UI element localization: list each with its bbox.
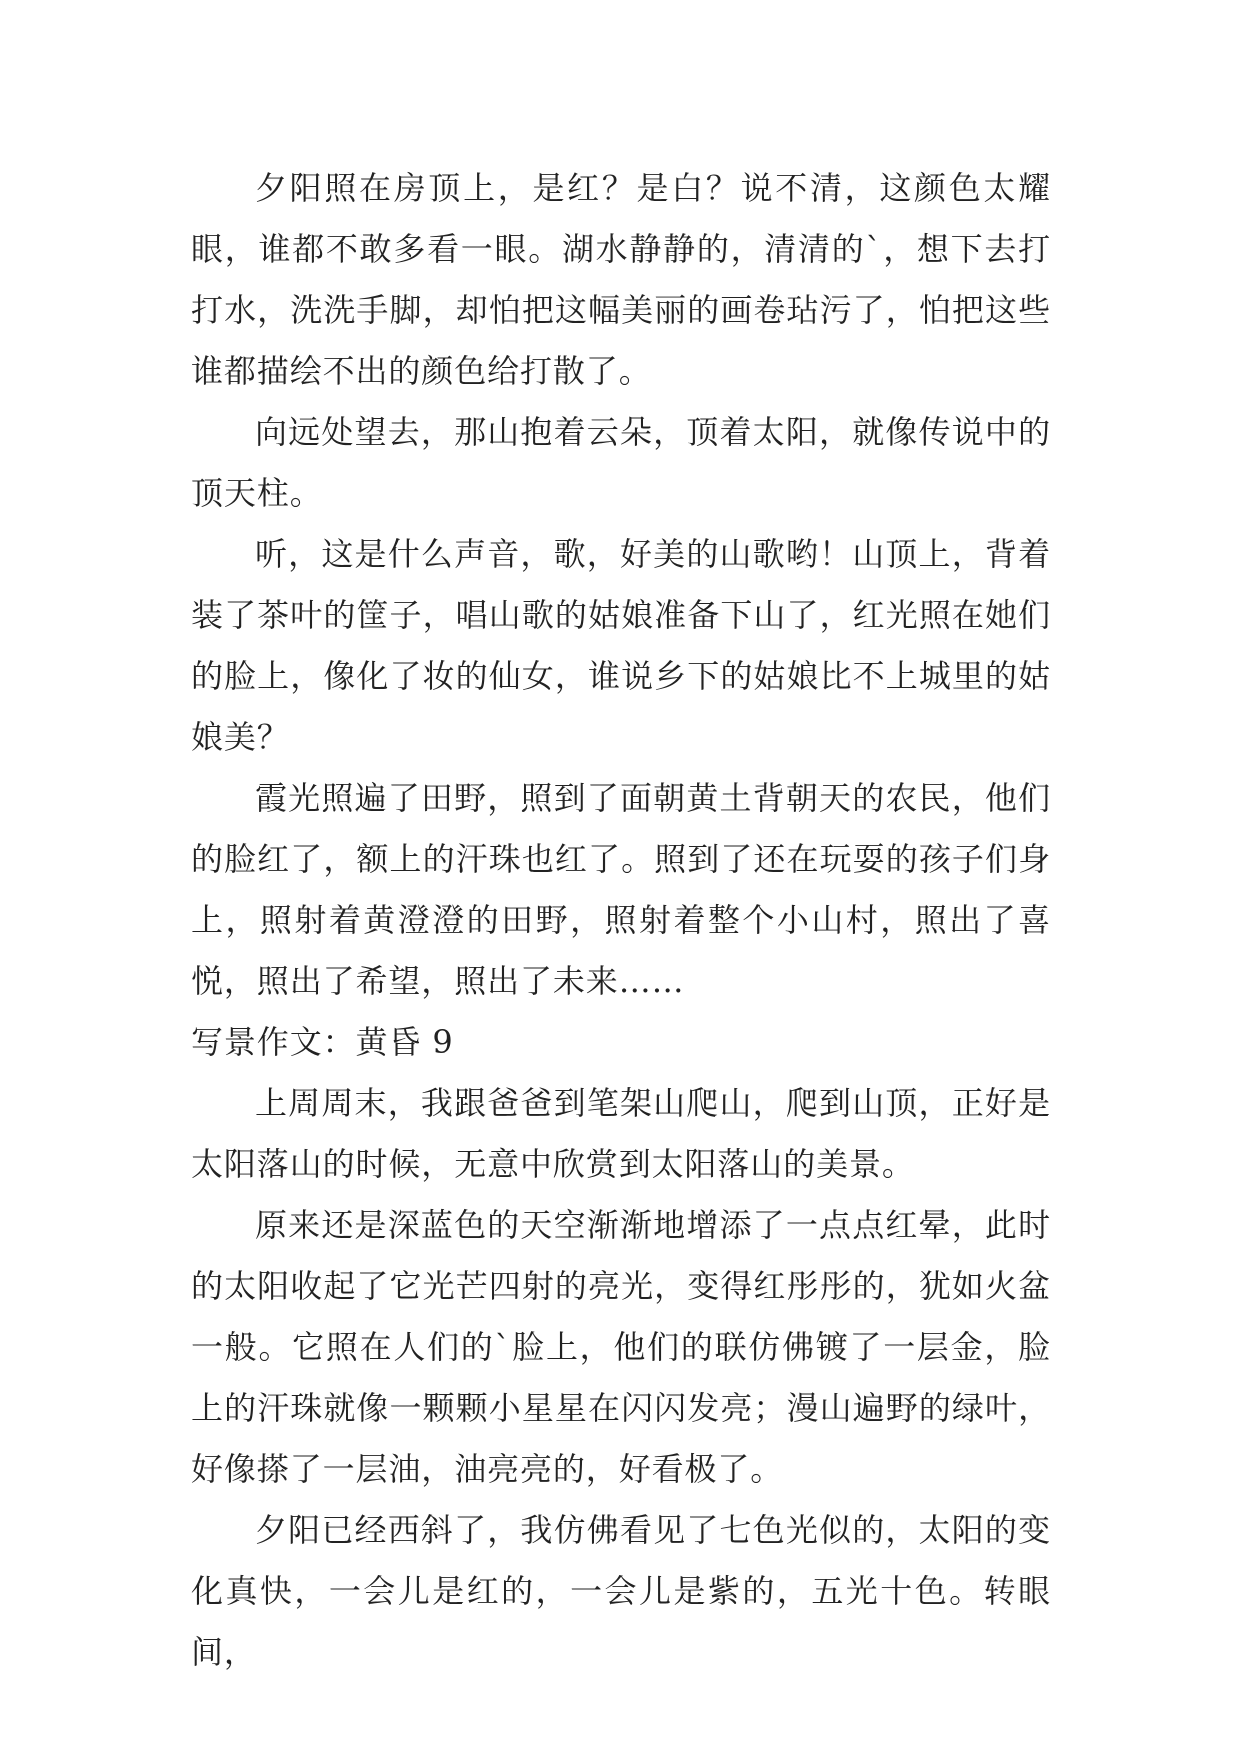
paragraph: 夕阳照在房顶上，是红？是白？说不清，这颜色太耀眼，谁都不敢多看一眼。湖水静静的，清清的`，想下去打打水，洗洗手脚，却怕把这幅美丽的画卷玷污了，怕把这些谁都描绘不出的颜色给打散了。: [191, 169, 1051, 390]
paragraph: 夕阳已经西斜了，我仿佛看见了七色光似的，太阳的变化真快，一会儿是红的，一会儿是紫的，五光十色。转眼间，: [191, 1511, 1051, 1671]
paragraph: 原来还是深蓝色的天空渐渐地增添了一点点红晕，此时的太阳收起了它光芒四射的亮光，变得红彤彤的，犹如火盆一般。它照在人们的`脸上，他们的联仿佛镀了一层金，脸上的汗珠就像一颗颗小星星在闪闪发亮；漫山遍野的绿叶，好像搽了一层油，油亮亮的，好看极了。: [191, 1206, 1051, 1488]
paragraph: 向远处望去，那山抱着云朵，顶着太阳，就像传说中的顶天柱。: [191, 413, 1051, 512]
paragraph: 霞光照遍了田野，照到了面朝黄土背朝天的农民，他们的脸红了，额上的汗珠也红了。照到了还在玩耍的孩子们身上，照射着黄澄澄的田野，照射着整个小山村，照出了喜悦，照出了希望，照出了未来……: [191, 779, 1051, 1000]
section-title: 写景作文：黄昏 9: [191, 1023, 454, 1061]
paragraph: 上周周末，我跟爸爸到笔架山爬山，爬到山顶，正好是太阳落山的时候，无意中欣赏到太阳落山的美景。: [191, 1084, 1051, 1183]
document-body: [191, 158, 1051, 1683]
paragraph: 听，这是什么声音，歌，好美的山歌哟！山顶上，背着装了茶叶的筐子，唱山歌的姑娘准备下山了，红光照在她们的脸上，像化了妆的仙女，谁说乡下的姑娘比不上城里的姑娘美？: [191, 535, 1051, 756]
